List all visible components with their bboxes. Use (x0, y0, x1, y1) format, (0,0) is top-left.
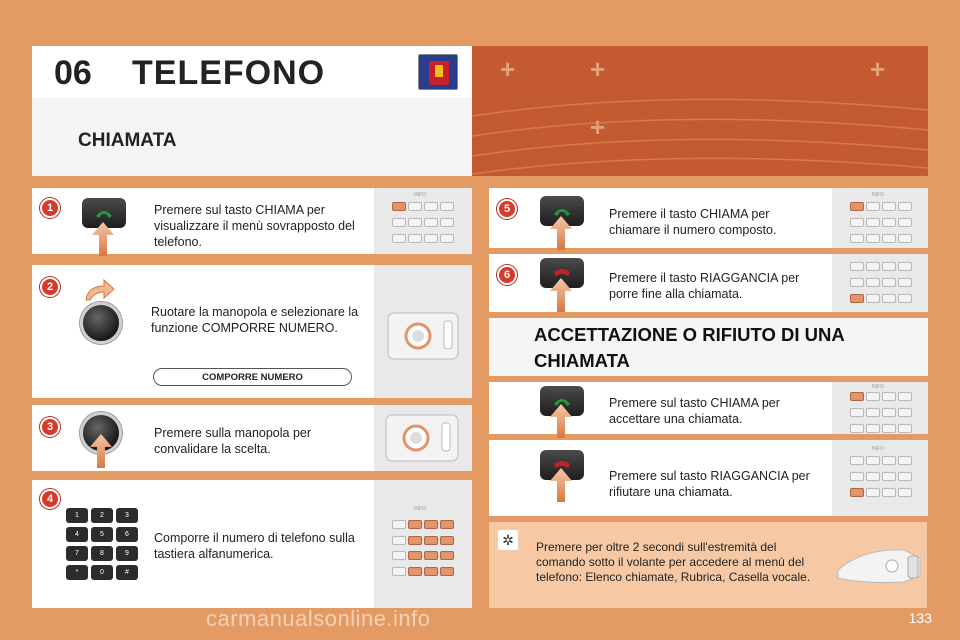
key-9: 9 (116, 546, 138, 561)
key-1: 1 (66, 508, 88, 523)
note-text: Premere per oltre 2 secondi sull'estremità del comando sotto il volante per accedere al menù del telefono: Elenco chiamate, Rubrica, Casella vocale. (536, 540, 811, 584)
info-gear-icon: ✲ (498, 530, 518, 550)
option-comporre-numero: COMPORRE NUMERO (153, 368, 352, 386)
step-badge-4: 4 (40, 489, 60, 509)
key-3: 3 (116, 508, 138, 523)
keypad-mini (850, 202, 920, 248)
keypad-mini (850, 456, 920, 502)
thumb-label: INFO (872, 192, 884, 198)
keypad-mini (850, 262, 920, 308)
keypad-mini (850, 392, 920, 438)
key-hash: # (116, 565, 138, 580)
console-drawing (374, 265, 472, 398)
knob-icon (80, 302, 122, 344)
watermark-text: carmanualsonline.info (206, 606, 431, 631)
key-4: 4 (66, 527, 88, 542)
step-badge-6: 6 (497, 265, 517, 285)
thumb-label: INFO (414, 506, 426, 512)
step-text-2: Ruotare la manopola e selezionare la funzione COMPORRE NUMERO. (151, 305, 359, 335)
keypad-thumbnail (832, 188, 928, 248)
key-8: 8 (91, 546, 113, 561)
rotate-arrow-icon (82, 278, 116, 302)
console-thumbnail (374, 405, 472, 471)
keypad-thumbnail (374, 188, 472, 254)
step-text-5: Premere il tasto CHIAMA per chiamare il numero composto. (609, 207, 777, 237)
key-7: 7 (66, 546, 88, 561)
step-text-1: Premere sul tasto CHIAMA per visualizzare il menù sovrapposto del telefono. (154, 203, 355, 249)
key-5: 5 (91, 527, 113, 542)
track-lines (472, 46, 928, 176)
step-text-6: Premere il tasto RIAGGANCIA per porre fine alla chiamata. (609, 271, 800, 301)
keypad-mini (392, 202, 462, 248)
key-6: 6 (116, 527, 138, 542)
plus-mark: + (870, 54, 886, 84)
phone-call-icon (94, 206, 114, 220)
keypad-thumbnail (374, 480, 472, 608)
thumb-label: INFO (414, 192, 426, 198)
phone-chapter-icon (418, 54, 458, 90)
steering-stalk-icon (834, 530, 924, 596)
step-badge-2: 2 (40, 277, 60, 297)
key-star: * (66, 565, 88, 580)
chapter-number: 06 (54, 54, 92, 92)
page-number: 133 (908, 610, 932, 626)
header-track-band (472, 46, 928, 176)
console-thumbnail (374, 265, 472, 398)
keypad-thumbnail (832, 440, 928, 516)
accept-text: Premere sul tasto CHIAMA per accettare una chiamata. (609, 396, 780, 426)
plus-mark: + (500, 54, 516, 84)
console-drawing (374, 405, 472, 471)
step-badge-5: 5 (497, 199, 517, 219)
keypad-thumbnail (832, 382, 928, 434)
phone-hangup-icon (552, 266, 572, 280)
plus-mark: + (590, 54, 606, 84)
key-0: 0 (91, 565, 113, 580)
chapter-title: TELEFONO (132, 54, 326, 92)
thumb-label: INFO (872, 384, 884, 390)
key-2: 2 (91, 508, 113, 523)
keypad-mini (392, 520, 462, 580)
section-title: CHIAMATA (78, 130, 177, 151)
step-badge-1: 1 (40, 198, 60, 218)
alphanumeric-keypad (66, 508, 138, 580)
phone-call-icon (552, 204, 572, 218)
thumb-label: INFO (872, 446, 884, 452)
step-text-4: Comporre il numero di telefono sulla tastiera alfanumerica. (154, 531, 355, 561)
step-badge-3: 3 (40, 417, 60, 437)
reject-text: Premere sul tasto RIAGGANCIA per rifiutare una chiamata. (609, 469, 810, 499)
keypad-thumbnail (832, 254, 928, 312)
plus-mark: + (590, 112, 606, 142)
step-text-3: Premere sulla manopola per convalidare la scelta. (154, 426, 312, 456)
accept-section-title: ACCETTAZIONE O RIFIUTO DI UNA CHIAMATA (534, 324, 845, 371)
